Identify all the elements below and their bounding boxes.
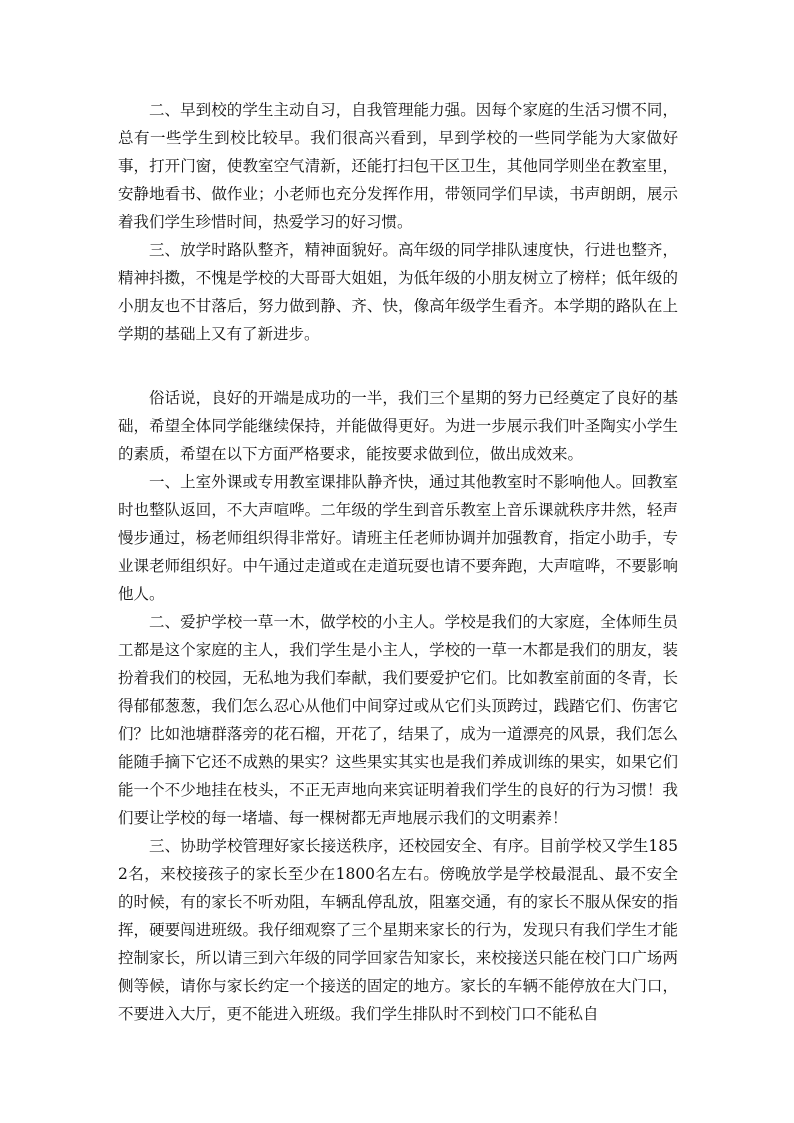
paragraph-parent-pickup: 三、协助学校管理好家长接送秩序，还校园安全、有序。目前学校又学生1852名，来校接孩子的家长至少在1800名左右。傍晚放学是学校最混乱、最不安全的时候，有的家长不听劝阻，车辆乱停乱放，阻塞交通，有的家长不服从保安的指挥，硬要闯进班级。我仔细观察了三个星期来家长的行为，发现只有我们学生才能控制家长，所以请三到六年级的同学回家告知家长，来校接送只能在校门口广场两侧等候，请你与家长约定一个接送的固定的地方。家长的车辆不能停放在大门口，不要进入大厅，更不能进入班级。我们学生排队时不到校门口不能私自 bbox=[118, 837, 678, 1023]
document-body bbox=[118, 96, 678, 1028]
paragraph-care-campus: 二、爱护学校一草一木，做学校的小主人。学校是我们的大家庭，全体师生员工都是这个家庭的主人，我们学生是小主人，学校的一草一木都是我们的朋友，装扮着我们的校园，无私地为我们奉献，我们要爱护它们。比如教室前面的冬青，长得郁郁葱葱，我们怎么忍心从他们中间穿过或从它们头顶跨过，践踏它们、伤害它们？比如池塘群落旁的花石榴，开花了，结果了，成为一道漂亮的风景，我们怎么能随手摘下它还不成熟的果实？这些果实其实也是我们养成训练的果实，如果它们能一个不少地挂在枝头，不正无声地向来宾证明着我们学生的良好的行为习惯！我们要让学校的每一堵墙、每一棵树都无声地展示我们的文明素养！ bbox=[118, 613, 678, 827]
paragraph-gap bbox=[118, 348, 678, 384]
paragraph-outdoor-class: 一、上室外课或专用教室课排队静齐快，通过其他教室时不影响他人。回教室时也整队返回，不大声喧哗。二年级的学生到音乐教室上音乐课就秩序井然，轻声慢步通过，杨老师组织得非常好。请班主任老师协调并加强教育，指定小助手，专业课老师组织好。中午通过走道或在走道玩耍也请不要奔跑，大声喧哗，不要影响他人。 bbox=[118, 473, 678, 603]
paragraph-early-arrival: 二、早到校的学生主动自习，自我管理能力强。因每个家庭的生活习惯不同，总有一些学生到校比较早。我们很高兴看到，早到学校的一些同学能为大家做好事，打开门窗，使教室空气清新，还能打扫包干区卫生，其他同学则坐在教室里，安静地看书、做作业；小老师也充分发挥作用，带领同学们早读，书声朗朗，展示着我们学生珍惜时间，热爱学习的好习惯。 bbox=[118, 101, 678, 231]
paragraph-dismissal-line: 三、放学时路队整齐，精神面貌好。高年级的同学排队速度快，行进也整齐，精神抖擞，不愧是学校的大哥哥大姐姐，为低年级的小朋友树立了榜样；低年级的小朋友也不甘落后，努力做到静、齐、快，像高年级学生看齐。本学期的路队在上学期的基础上又有了新进步。 bbox=[118, 241, 678, 343]
paragraph-good-start: 俗话说，良好的开端是成功的一半，我们三个星期的努力已经奠定了良好的基础，希望全体同学能继续保持，并能做得更好。为进一步展示我们叶圣陶实小学生的素质，希望在以下方面严格要求，能按要求做到位，做出成效来。 bbox=[118, 389, 678, 463]
